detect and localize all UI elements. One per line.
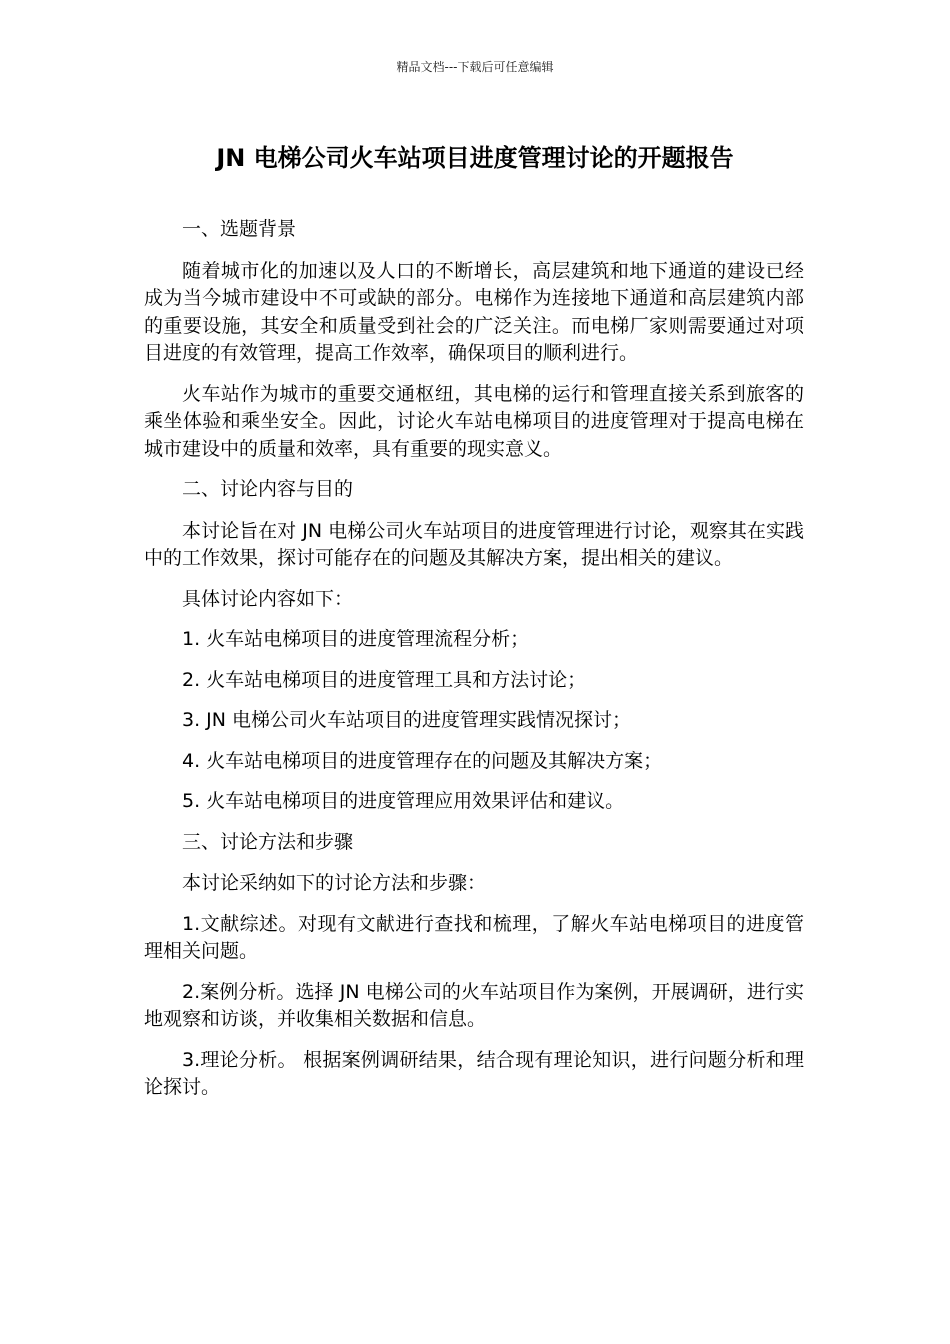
list-item: 2.案例分析。选择 JN 电梯公司的火车站项目作为案例，开展调研，进行实地观察和访谈，并收集相关数据和信息。 bbox=[144, 980, 804, 1030]
list-item: 5. 火车站电梯项目的进度管理应用效果评估和建议。 bbox=[182, 790, 625, 812]
paragraph: 火车站作为城市的重要交通枢纽，其电梯的运行和管理直接关系到旅客的乘坐体验和乘坐安全。因此，讨论火车站电梯项目的进度管理对于提高电梯在城市建设中的质量和效率，具有重要的现实意义。 bbox=[144, 382, 804, 460]
section-heading-method: 三、讨论方法和步骤 bbox=[182, 830, 354, 853]
list-item: 3.理论分析。 根据案例调研结果，结合现有理论知识，进行问题分析和理论探讨。 bbox=[144, 1048, 804, 1098]
paragraph: 本讨论旨在对 JN 电梯公司火车站项目的进度管理进行讨论，观察其在实践中的工作效果，探讨可能存在的问题及其解决方案，提出相关的建议。 bbox=[144, 519, 804, 569]
section-heading-background: 一、选题背景 bbox=[182, 218, 297, 240]
list-item: 3. JN 电梯公司火车站项目的进度管理实践情况探讨； bbox=[182, 709, 632, 731]
paragraph: 具体讨论内容如下： bbox=[182, 587, 354, 610]
document-body bbox=[144, 216, 804, 1115]
page-header-note: 精品文档---下载后可任意编辑 bbox=[396, 60, 554, 74]
list-item: 2. 火车站电梯项目的进度管理工具和方法讨论； bbox=[182, 668, 587, 691]
list-item: 4. 火车站电梯项目的进度管理存在的问题及其解决方案； bbox=[182, 749, 663, 772]
list-item: 1.文献综述。对现有文献进行查找和梳理，了解火车站电梯项目的进度管理相关问题。 bbox=[144, 912, 804, 962]
section-heading-content: 二、讨论内容与目的 bbox=[182, 478, 354, 500]
list-item: 1. 火车站电梯项目的进度管理流程分析； bbox=[182, 628, 530, 650]
paragraph: 本讨论采纳如下的讨论方法和步骤： bbox=[182, 872, 487, 894]
document-title: JN 电梯公司火车站项目进度管理讨论的开题报告 bbox=[216, 144, 734, 172]
paragraph: 随着城市化的加速以及人口的不断增长，高层建筑和地下通道的建设已经成为当今城市建设中不可或缺的部分。电梯作为连接地下通道和高层建筑内部的重要设施，其安全和质量受到社会的广泛关注。而电梯厂家则需要通过对项目进度的有效管理，提高工作效率，确保项目的顺利进行。 bbox=[144, 259, 804, 364]
